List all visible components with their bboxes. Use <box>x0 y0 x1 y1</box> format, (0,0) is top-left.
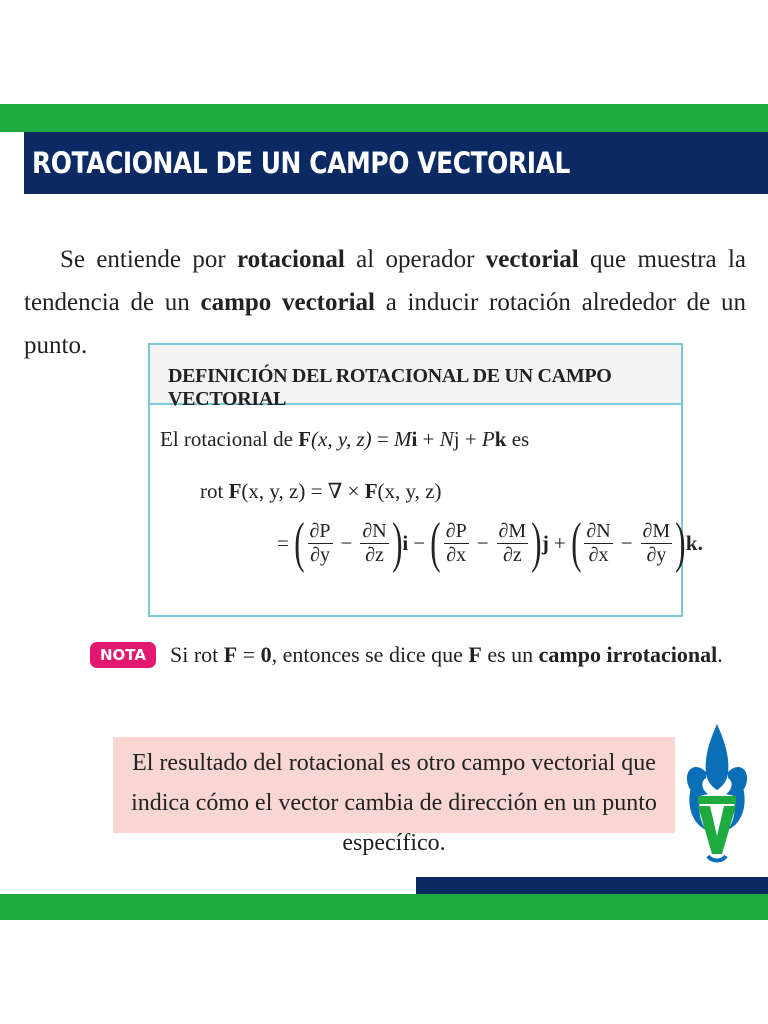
term-vectorial: vectorial <box>485 246 579 273</box>
fraction-dM-dy: $\frac{\partial M}{\partial y}$ <box>642 519 671 566</box>
result-callout <box>113 737 675 856</box>
fraction-dN-dz: $\frac{\partial N}{\partial z}$ <box>362 519 387 566</box>
definition-heading-bar <box>150 345 681 410</box>
definition-line-2: rot F(x, y, z) = ∇ × F(x, y, z) <box>200 479 442 503</box>
university-logo-icon <box>684 722 750 866</box>
intro-paragraph: Se entiende por rotacional al operador vectorial que muestra la tendencia de un campo vectorial a inducir rotación alrededor de un punto. <box>24 246 746 359</box>
result-text: El resultado del rotacional es otro campo vectorial que indica cómo el vector cambia de dirección en un punto específico. <box>131 750 657 856</box>
definition-heading: DEFINICIÓN DEL ROTACIONAL DE UN CAMPO VECTORIAL <box>168 365 612 410</box>
definition-box <box>148 343 703 617</box>
fraction-dN-dx: $\frac{\partial N}{\partial x}$ <box>586 519 611 566</box>
note-text: Si rot F = 0, entonces se dice que F es un campo irrotacional. <box>169 642 723 667</box>
definition-line-1: El rotacional de F(x, y, z) = Mi + Nj + Pk es <box>160 427 530 451</box>
top-green-bar <box>0 104 768 132</box>
definition-line-3: = ( $\frac{\partial P}{\partial y}$ − $\frac{\partial N}{\partial z}$ ) i − ( $\frac{\partial P}{\partial x}$ − $\frac{\partial M}{\partial z}$ ) j + ( $\frac{\partial N}{\partial x}$ − $\frac{\partial M}{\partial y}$ ) k . <box>277 512 703 574</box>
fraction-dM-dz: $\frac{\partial M}{\partial z}$ <box>498 519 527 566</box>
term-rotacional: rotacional <box>236 246 345 273</box>
fraction-dP-dy: $\frac{\partial P}{\partial y}$ <box>309 519 331 566</box>
note-row <box>90 642 723 668</box>
page-title: ROTACIONAL DE UN CAMPO VECTORIAL <box>32 146 570 180</box>
term-campo-vectorial: campo vectorial <box>200 289 375 316</box>
title-band <box>24 132 768 194</box>
nota-badge: NOTA <box>90 642 156 668</box>
fraction-dP-dx: $\frac{\partial P}{\partial x}$ <box>445 519 467 566</box>
bottom-navy-bar <box>416 877 768 894</box>
bottom-green-bar <box>0 894 768 920</box>
